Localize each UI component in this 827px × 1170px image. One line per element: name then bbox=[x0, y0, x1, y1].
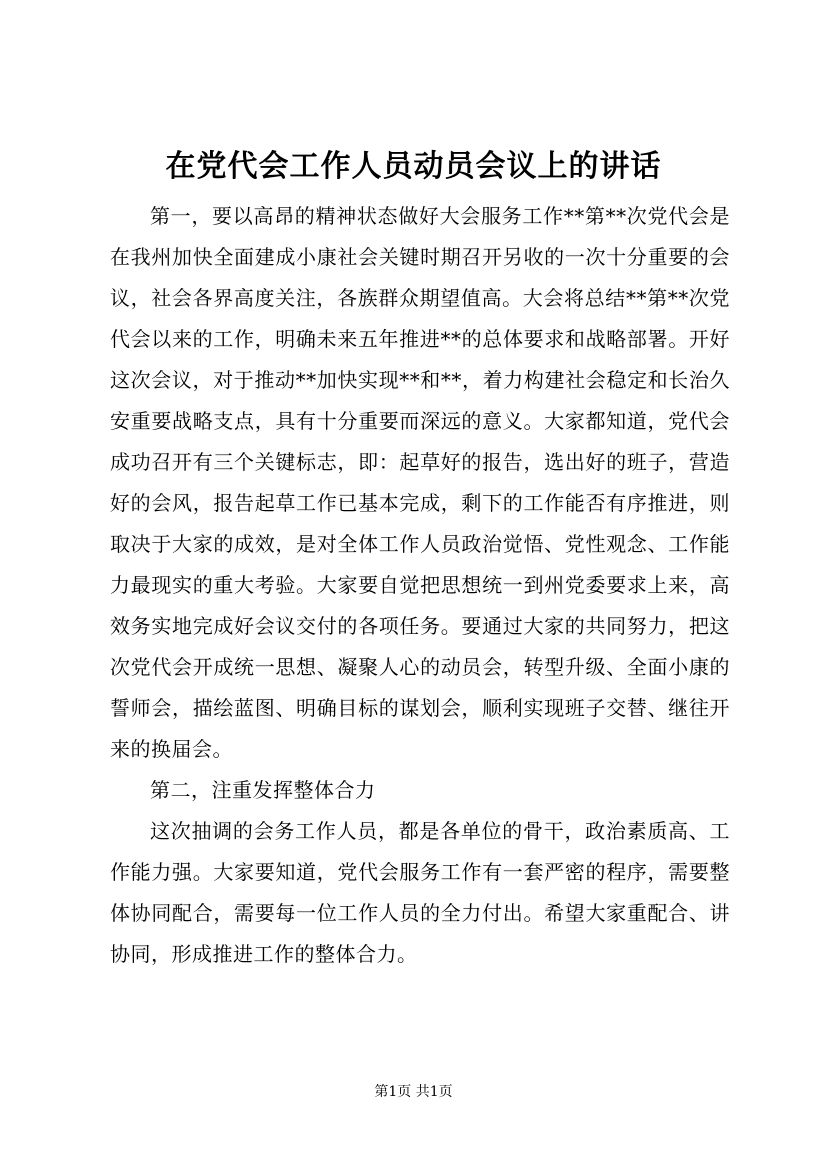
document-body bbox=[110, 196, 730, 975]
page-footer: 第1页 共1页 bbox=[374, 1084, 453, 1100]
page-title: 在党代会工作人员动员会议上的讲话 bbox=[165, 149, 662, 184]
paragraph-first: 第一，要以高昂的精神状态做好大会服务工作**第**次党代会是在我州加快全面建成小康社会关键时期召开另收的一次十分重要的会议，社会各界高度关注，各族群众期望值高。大会将总结**第**次党代会以来的工作，明确未来五年推进**的总体要求和战略部署。开好这次会议，对于推动**加快实现**和**，着力构建社会稳定和长治久安重要战略支点，具有十分重要而深远的意义。大家都知道，党代会成功召开有三个关键标志，即：起草好的报告，选出好的班子，营造好的会风，报告起草工作已基本完成，剩下的工作能否有序推进，则取决于大家的成效，是对全体工作人员政治觉悟、党性观念、工作能力最现实的重大考验。大家要自觉把思想统一到州党委要求上来，高效务实地完成好会议交付的各项任务。要通过大家的共同努力，把这次党代会开成统一思想、凝聚人心的动员会，转型升级、全面小康的誓师会，描绘蓝图、明确目标的谋划会，顺利实现班子交替、继往开来的换届会。 bbox=[110, 204, 730, 761]
paragraph-second-heading: 第二，注重发挥整体合力 bbox=[150, 778, 376, 802]
paragraph-second-body: 这次抽调的会务工作人员，都是各单位的骨干，政治素质高、工作能力强。大家要知道，党代会服务工作有一套严密的程序，需要整体协同配合，需要每一位工作人员的全力付出。希望大家重配合、讲协同，形成推进工作的整体合力。 bbox=[110, 819, 730, 966]
